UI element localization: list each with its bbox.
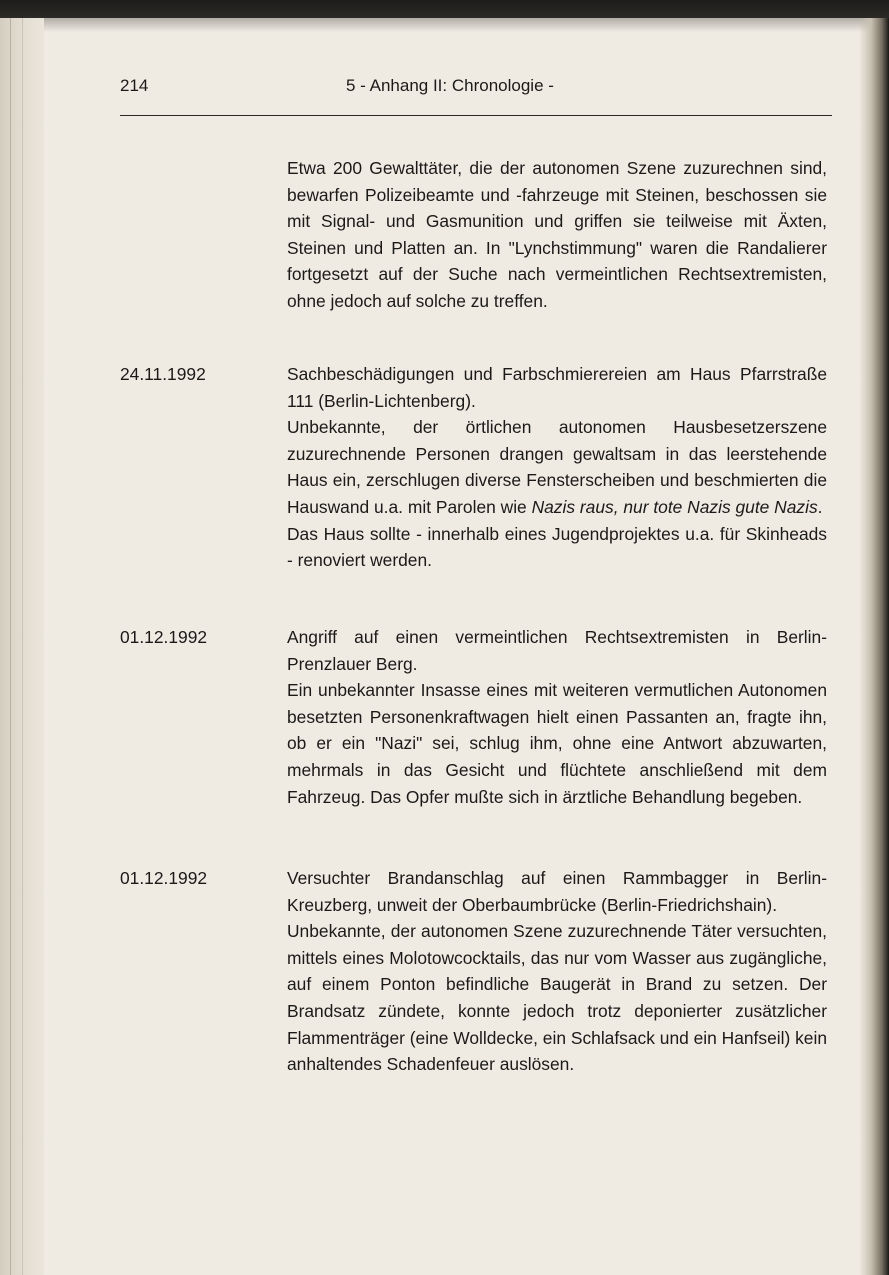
page-number: 214 (120, 76, 149, 95)
entry-body (287, 361, 827, 574)
entry-date: 24.11.1992 (120, 364, 206, 384)
running-head (120, 76, 830, 100)
page-binding-edge (0, 18, 44, 1275)
entry-date: 01.12.1992 (120, 868, 208, 888)
entry-paragraph: Unbekannte, der autonomen Szene zuzurechnende Täter versuchten, mittels eines Molotowcocktails, das nur vom Wasser aus zugängliche, auf einem Ponton befindliche Baugerät in Brand zu setzen. Der Brandsatz zündete, konnte jedoch trotz deponierter zusätzlicher Flammenträger (eine Wolldecke, ein Schlafsack und ein Hanfseil) kein anhaltendes Schadenfeuer auslösen. (287, 921, 828, 1075)
header-rule (120, 115, 832, 116)
entry-body (287, 624, 827, 810)
entry-headline: Versuchter Brandanschlag auf einen Rammbagger in Berlin-Kreuzberg, unweit der Oberbaumbrücke (Berlin-Friedrichshain). (287, 868, 827, 915)
entry-paragraph: Etwa 200 Gewalttäter, die der autonomen Szene zuzurechnen sind, bewarfen Polizeibeamte und -fahrzeuge mit Steinen, beschossen sie mit Signal- und Gasmunition und griffen sie teilweise mit Äxten, Steinen und Platten an. In "Lynchstimmung" waren die Randalierer fortgesetzt auf der Suche nach vermeintlichen Rechtsextremisten, ohne jedoch auf solche zu treffen. (287, 158, 827, 311)
entry-text-end: . (817, 496, 823, 517)
entry-headline: Angriff auf einen vermeintlichen Rechtsextremisten in Berlin-Prenzlauer Berg. (287, 627, 827, 674)
page-right-shadow (859, 18, 889, 1275)
entry-paragraph: Ein unbekannter Insasse eines mit weiteren vermutlichen Autonomen besetzten Personenkraftwagen hielt einen Passanten an, fragte ihn, ob er ein "Nazi" sei, schlug ihm, ohne eine Antwort abzuwarten, mehrmals in das Gesicht und flüchtete anschließend mit dem Fahrzeug. Das Opfer mußte sich in ärztliche Behandlung begeben. (287, 680, 827, 807)
entry-headline: Sachbeschädigungen und Farbschmierereien am Haus Pfarrstraße 111 (Berlin-Lichtenberg). (287, 364, 827, 411)
scan-top-border (0, 0, 889, 18)
entry-date: 01.12.1992 (120, 627, 208, 647)
chapter-title: 5 - Anhang II: Chronologie - (346, 76, 554, 95)
entry-paragraph (287, 414, 827, 520)
entry-text: Unbekannte, der örtlichen autonomen Hausbesetzerszene zuzurechnende Personen drangen gewaltsam in das leerstehende Haus ein, zerschlugen diverse Fensterscheiben und beschmierten die Hauswand u.a. mit Parolen wie (287, 417, 827, 517)
scan-top-shadow (0, 18, 889, 32)
entry-body (287, 865, 827, 1078)
slogan-quote: Nazis raus, nur tote Nazis gute Nazis (531, 496, 818, 517)
entry-body (287, 155, 827, 315)
entry-closing: Das Haus sollte - innerhalb eines Jugendprojektes u.a. für Skinheads - renoviert werden. (287, 523, 827, 571)
